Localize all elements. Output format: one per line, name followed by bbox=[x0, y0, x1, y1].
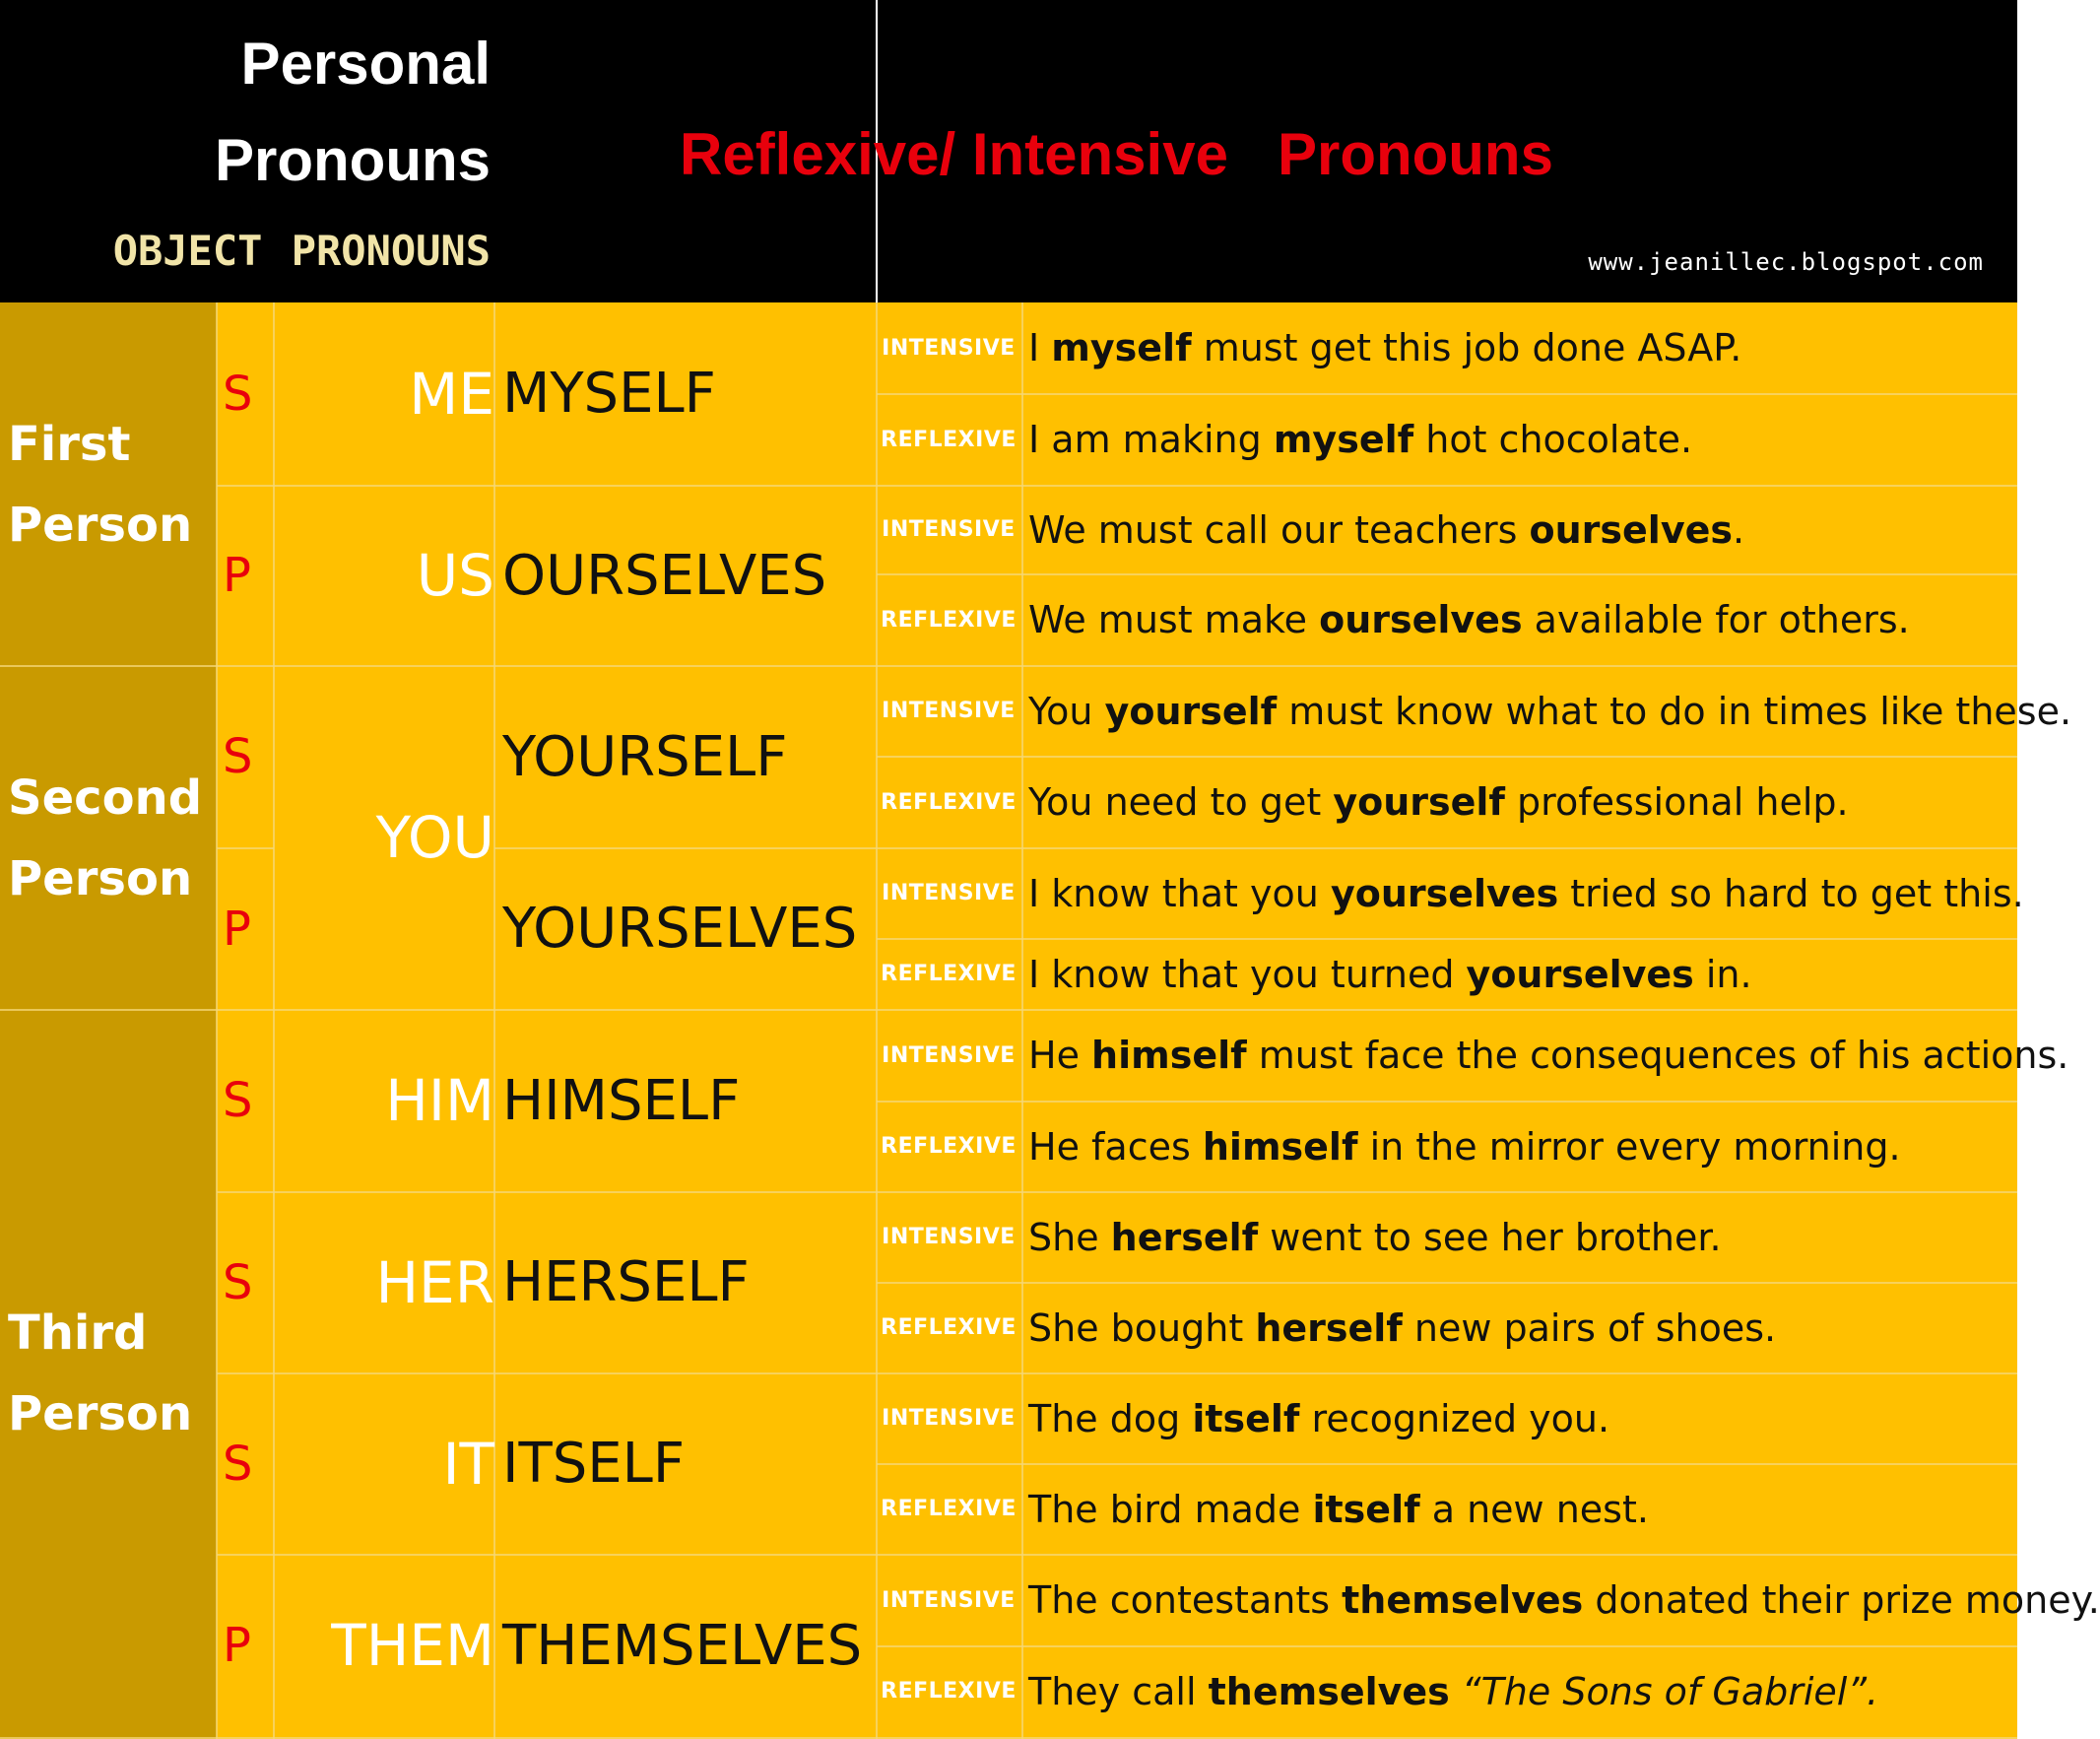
sentence-pronoun: herself bbox=[1110, 1216, 1259, 1259]
example-sentence bbox=[1028, 939, 1752, 1010]
example-type-label: INTENSIVE bbox=[882, 1406, 1016, 1431]
sentence-pre: They call bbox=[1028, 1670, 1209, 1713]
sentence-post: went to see her brother. bbox=[1258, 1216, 1722, 1259]
header-personal-line1: Personal bbox=[240, 31, 491, 97]
sentence-pronoun: itself bbox=[1312, 1488, 1420, 1531]
sentence-post: donated their prize money. bbox=[1583, 1578, 2100, 1622]
header-personal-line2: Pronouns bbox=[215, 127, 491, 193]
example-sentence bbox=[1028, 1373, 1609, 1464]
example-sentence bbox=[1028, 302, 1741, 394]
object-pronoun: ME bbox=[409, 361, 494, 428]
object-pronoun: IT bbox=[442, 1431, 494, 1498]
page-title: Reflexive/ Intensive Pronouns bbox=[680, 121, 1553, 187]
number-label: P bbox=[223, 548, 251, 603]
sentence-pre: I know that you turned bbox=[1028, 953, 1467, 996]
example-sentence bbox=[1028, 1010, 2068, 1102]
sentence-pronoun: herself bbox=[1255, 1306, 1403, 1350]
example-type-label: REFLEXIVE bbox=[881, 1134, 1017, 1159]
example-sentence bbox=[1028, 574, 1910, 666]
sentence-pronoun: yourselves bbox=[1466, 953, 1694, 996]
sentence-italic: “The Sons of Gabriel”. bbox=[1461, 1670, 1879, 1713]
example-sentence bbox=[1028, 848, 2024, 939]
number-label: S bbox=[223, 729, 253, 784]
sentence-post bbox=[1450, 1670, 1462, 1713]
sentence-pre: The bird made bbox=[1028, 1488, 1313, 1531]
sentence-pre: The dog bbox=[1028, 1397, 1193, 1440]
website-url: www.jeanillec.blogspot.com bbox=[1588, 248, 1984, 276]
sentence-post: must face the consequences of his actions. bbox=[1246, 1034, 2069, 1077]
sentence-pronoun: myself bbox=[1051, 326, 1192, 369]
example-type-label: INTENSIVE bbox=[882, 699, 1016, 723]
example-type-label: REFLEXIVE bbox=[881, 790, 1017, 815]
sentence-pre: I am making bbox=[1028, 418, 1274, 461]
sentence-pronoun: themselves bbox=[1342, 1578, 1584, 1622]
object-pronoun: THEM bbox=[331, 1612, 494, 1679]
person-line1: First bbox=[8, 416, 131, 472]
person-label-2 bbox=[8, 758, 202, 919]
example-sentence bbox=[1028, 1192, 1722, 1283]
example-sentence bbox=[1028, 1555, 2100, 1646]
reflexive-pronoun: YOURSELF bbox=[502, 725, 788, 789]
object-pronoun-you: YOU bbox=[375, 804, 494, 871]
example-type-label: REFLEXIVE bbox=[881, 608, 1017, 633]
sentence-pre: He bbox=[1028, 1034, 1092, 1077]
number-label: S bbox=[223, 1437, 253, 1492]
example-type-label: REFLEXIVE bbox=[881, 1679, 1017, 1704]
sentence-post: available for others. bbox=[1522, 598, 1910, 641]
sentence-post: recognized you. bbox=[1299, 1397, 1610, 1440]
sentence-pronoun: ourselves bbox=[1529, 508, 1733, 552]
sentence-pre: You bbox=[1028, 690, 1105, 733]
example-type-label: INTENSIVE bbox=[882, 517, 1016, 542]
sentence-pre: He faces bbox=[1028, 1125, 1203, 1169]
sentence-pronoun: yourself bbox=[1104, 690, 1278, 733]
reflexive-pronoun: HERSELF bbox=[502, 1250, 750, 1314]
reflexive-pronoun: HIMSELF bbox=[502, 1069, 741, 1133]
example-type-label: REFLEXIVE bbox=[881, 1497, 1017, 1521]
sentence-pre: We must make bbox=[1028, 598, 1320, 641]
example-sentence bbox=[1028, 1283, 1776, 1373]
example-type-label: INTENSIVE bbox=[882, 1588, 1016, 1613]
sentence-pronoun: myself bbox=[1273, 418, 1414, 461]
number-label: P bbox=[223, 902, 251, 957]
person-label-1 bbox=[8, 404, 192, 566]
sentence-pre: I bbox=[1028, 326, 1052, 369]
reflexive-pronoun: THEMSELVES bbox=[502, 1614, 863, 1678]
sentence-pre: The contestants bbox=[1028, 1578, 1343, 1622]
sentence-pre: You need to get bbox=[1028, 780, 1334, 824]
number-label: S bbox=[223, 367, 253, 422]
sentence-pronoun: itself bbox=[1192, 1397, 1300, 1440]
number-label: P bbox=[223, 1618, 251, 1673]
sentence-pronoun: themselves bbox=[1208, 1670, 1450, 1713]
person-line2: Person bbox=[8, 497, 193, 553]
example-type-label: REFLEXIVE bbox=[881, 1315, 1017, 1340]
sentence-post: in the mirror every morning. bbox=[1357, 1125, 1901, 1169]
object-pronoun: HIM bbox=[385, 1067, 494, 1134]
example-sentence bbox=[1028, 1646, 1878, 1737]
reflexive-pronoun: OURSELVES bbox=[502, 544, 827, 608]
example-type-label: REFLEXIVE bbox=[881, 428, 1017, 452]
number-label: S bbox=[223, 1255, 253, 1310]
sentence-pre: We must call our teachers bbox=[1028, 508, 1530, 552]
sentence-pre: She bbox=[1028, 1216, 1111, 1259]
person-line2: Person bbox=[8, 1386, 193, 1441]
sentence-pronoun: himself bbox=[1091, 1034, 1247, 1077]
example-type-label: INTENSIVE bbox=[882, 1043, 1016, 1068]
sentence-post: in. bbox=[1693, 953, 1752, 996]
sentence-post: . bbox=[1733, 508, 1745, 552]
sentence-post: hot chocolate. bbox=[1413, 418, 1693, 461]
example-sentence bbox=[1028, 486, 1744, 574]
example-sentence bbox=[1028, 666, 2071, 757]
example-type-label: INTENSIVE bbox=[882, 881, 1016, 905]
example-sentence bbox=[1028, 757, 1849, 848]
person-label-3 bbox=[8, 1293, 192, 1454]
person-line1: Third bbox=[8, 1305, 148, 1361]
person-line2: Person bbox=[8, 850, 193, 906]
object-pronoun: US bbox=[416, 542, 494, 609]
sentence-post: a new nest. bbox=[1419, 1488, 1649, 1531]
sentence-post: professional help. bbox=[1504, 780, 1849, 824]
sentence-post: must know what to do in times like these. bbox=[1277, 690, 2072, 733]
sentence-post: tried so hard to get this. bbox=[1558, 872, 2024, 915]
example-sentence bbox=[1028, 394, 1692, 486]
object-pronoun: HER bbox=[375, 1249, 494, 1316]
reflexive-pronoun: ITSELF bbox=[502, 1432, 686, 1496]
header-object-pronouns: OBJECT PRONOUNS bbox=[112, 227, 491, 275]
example-type-label: INTENSIVE bbox=[882, 336, 1016, 361]
example-sentence bbox=[1028, 1464, 1649, 1555]
sentence-pronoun: yourself bbox=[1333, 780, 1505, 824]
sentence-pronoun: yourselves bbox=[1330, 872, 1559, 915]
reflexive-pronoun: MYSELF bbox=[502, 362, 716, 426]
sentence-pre: I know that you bbox=[1028, 872, 1331, 915]
sentence-pronoun: ourselves bbox=[1319, 598, 1523, 641]
sentence-pronoun: himself bbox=[1202, 1125, 1358, 1169]
sentence-post: must get this job done ASAP. bbox=[1191, 326, 1742, 369]
sentence-post: new pairs of shoes. bbox=[1402, 1306, 1777, 1350]
sentence-pre: She bought bbox=[1028, 1306, 1256, 1350]
example-type-label: INTENSIVE bbox=[882, 1225, 1016, 1249]
example-sentence bbox=[1028, 1102, 1901, 1192]
example-type-label: REFLEXIVE bbox=[881, 962, 1017, 986]
reflexive-pronoun: YOURSELVES bbox=[502, 897, 858, 961]
person-line1: Second bbox=[8, 769, 203, 826]
number-label: S bbox=[223, 1073, 253, 1128]
